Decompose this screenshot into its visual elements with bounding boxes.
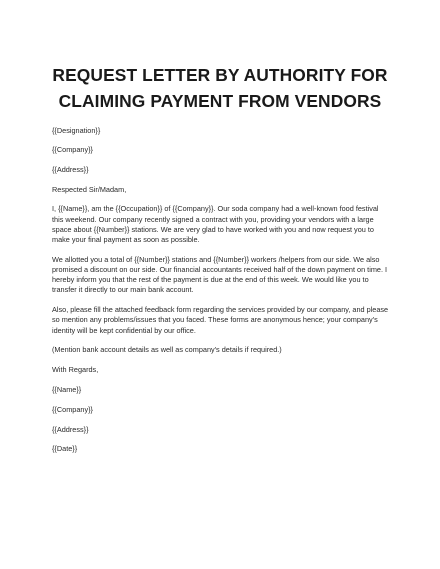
recipient-address: {{Address}} <box>52 164 89 174</box>
signature-address: {{Address}} <box>52 424 89 434</box>
recipient-company: {{Company}} <box>52 145 93 155</box>
paragraph-feedback <box>52 305 388 336</box>
paragraph-line: hereby inform you that the rest of the payment is due at the end of this week. We would like you to <box>52 275 369 285</box>
paragraph-intro <box>52 204 388 245</box>
letter-body <box>52 126 388 455</box>
signature-name: {{Name}} <box>52 384 82 394</box>
paragraph-line: transfer it directly to our main bank account. <box>52 285 194 295</box>
paragraph-line: promised a discount on our side. Our financial accountants received half of the down payment on time. I <box>52 264 388 274</box>
signature-company: {{Company}} <box>52 404 93 414</box>
page-title <box>52 62 388 114</box>
bank-details-note: (Mention bank account details as well as company's details if required.) <box>52 345 282 355</box>
salutation: Respected Sir/Madam, <box>52 184 127 194</box>
paragraph-line: Also, please fill the attached feedback form regarding the services provided by our company, and please <box>52 305 389 315</box>
paragraph-allotment <box>52 255 388 296</box>
title-line-1: REQUEST LETTER BY AUTHORITY FOR <box>52 65 388 85</box>
paragraph-line: make your final payment as soon as possible. <box>52 234 200 244</box>
paragraph-line: so mention any problems/issues that you faced. These forms are anonymous hence; your company's <box>52 315 378 325</box>
paragraph-line: I, {{Name}}, am the {{Occupation}} of {{Company}}. Our soda company had a well-known food festival <box>52 204 379 214</box>
title-line-2: CLAIMING PAYMENT FROM VENDORS <box>58 91 382 111</box>
signature-date: {{Date}} <box>52 444 78 454</box>
paragraph-line: identity will be kept confidential by our office. <box>52 325 196 335</box>
recipient-designation: {{Designation}} <box>52 126 101 135</box>
closing: With Regards, <box>52 365 99 375</box>
paragraph-line: space about {{Number}} stations. We are very glad to have worked with you and now request you to <box>52 224 374 234</box>
paragraph-line: this weekend. Our company recently signed a contract with you, providing your vendors with a large <box>52 214 374 224</box>
paragraph-line: We allotted you a total of {{Number}} stations and {{Number}} workers /helpers from our side. We also <box>52 254 380 264</box>
